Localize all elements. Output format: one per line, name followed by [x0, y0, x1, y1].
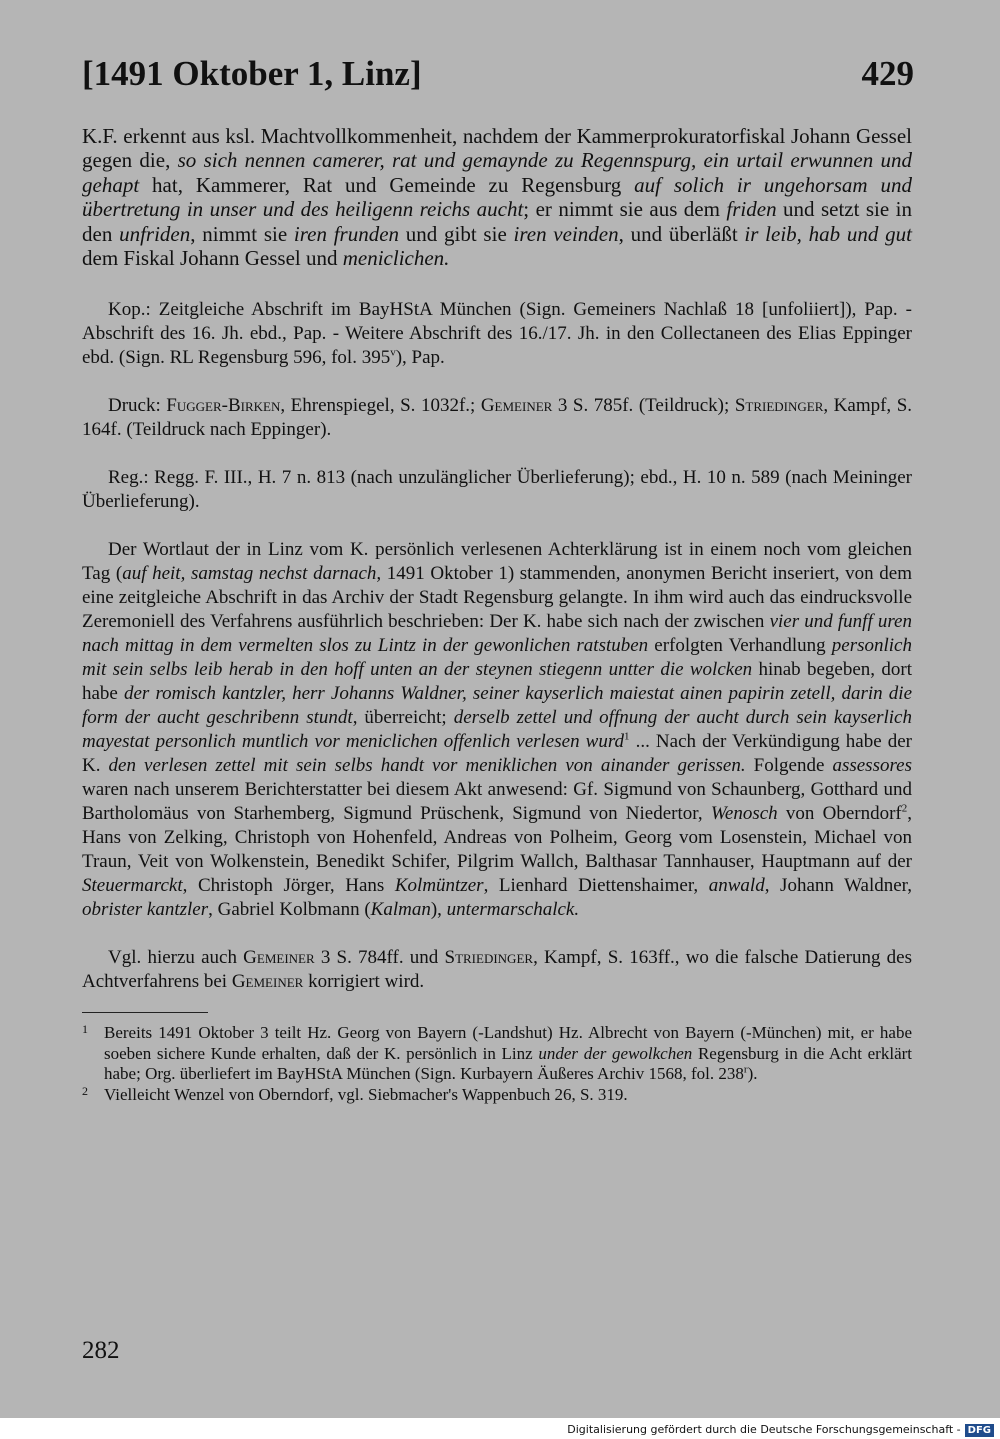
footer-page-number: 282	[82, 1337, 120, 1364]
quoted-source-text: personlich mit sein selbs leib herab in den hoff unten an der steynen stiegenn untter die wolcken	[82, 635, 912, 681]
quoted-source-text: auf heit, samstag nechst darnach,	[122, 563, 382, 585]
text-run: , Gabriel Kolbmann (	[208, 899, 371, 921]
text-run: Vielleicht Wenzel von Oberndorf, vgl. Siebmacher's Wappenbuch 26, S. 319.	[104, 1084, 628, 1104]
text-run: hat, Kammerer, Rat und Gemeinde zu Regensburg	[139, 172, 635, 197]
text-run: , Kampf, S. 163ff., wo die falsche Datierung des Achtverfahrens bei	[82, 947, 912, 993]
footnote-mark: 2	[82, 1083, 88, 1098]
text-run: waren nach unserem Berichterstatter bei diesem Akt anwesend: Gf. Sigmund von Schaunberg, Gotthard und Bartholomäus von Starhemberg, Sigmund Prüschenk, Sigmund von Niedertor,	[82, 779, 912, 825]
footnote-text	[104, 1023, 912, 1083]
text-run: ; er nimmt sie aus dem	[523, 197, 727, 222]
author-name: Striedinger	[734, 395, 824, 417]
text-run: ).	[747, 1064, 758, 1084]
vgl-paragraph	[82, 946, 912, 994]
footnote-divider	[82, 1012, 208, 1013]
quoted-source-text: vier und funff uren nach mittag in dem vermelten slos zu Lintz in der gewonlichen ratstuben	[82, 611, 912, 657]
text-run: , nimmt sie	[190, 221, 294, 246]
dfg-logo: DFG	[965, 1424, 994, 1437]
text-run: dem Fiskal Johann Gessel und	[82, 246, 343, 271]
footnote-1	[82, 1023, 912, 1085]
quoted-source-text: meniclichen.	[342, 246, 450, 271]
kop-paragraph	[82, 298, 912, 370]
text-run: , Lienhard Diettenshaimer,	[483, 875, 709, 897]
text-run: Vgl. hierzu auch	[108, 947, 244, 969]
quoted-source-text: unfriden	[119, 221, 191, 246]
text-run: Folgende	[745, 755, 833, 777]
text-run: ... Nach der Verkündigung habe der K.	[82, 731, 912, 777]
header-title: [1491 Oktober 1, Linz]	[82, 54, 422, 93]
text-run: Kop.: Zeitgleiche Abschrift im BayHStA München (Sign. Gemeiners Nachlaß 18 [unfoliiert]), Pap. - Abschrift des 16. Jh. ebd., Pap. - Weitere Abschrift des 16./17. Jh. in den Collectaneen des Elias Eppinger ebd. (Sign. RL Regensburg 596, fol. 395	[82, 299, 912, 369]
text-run: , überreicht;	[352, 707, 454, 729]
text-run: und setzt sie in den	[82, 197, 912, 246]
text-run: , und überläßt	[618, 221, 745, 246]
commentary-paragraph	[82, 538, 912, 922]
quoted-source-text: assessores	[832, 755, 912, 777]
author-name: Fugger-Birken	[166, 395, 281, 417]
text-run: , Johann Waldner,	[764, 875, 913, 897]
quoted-source-text: untermarschalck.	[446, 899, 580, 921]
digitization-credit	[567, 1422, 994, 1437]
quoted-source-text: auf solich ir ungehorsam und übertretung in unser und des heiligenn reichs aucht	[82, 172, 912, 222]
text-run: K.F. erkennt aus ksl. Machtvollkommenheit, nachdem der Kammerprokuratorfiskal Johann Gessel gegen die,	[82, 124, 912, 173]
text-run: Bereits 1491 Oktober 3 teilt Hz. Georg von Bayern (-Landshut) Hz. Albrecht von Bayern (-München) mit, er habe soeben sichere Kunde erhalten, daß der K. persönlich in Linz	[104, 1023, 912, 1063]
text-run: Druck:	[108, 395, 167, 417]
footnote-text	[104, 1085, 628, 1104]
author-name: Gemeiner	[231, 971, 304, 993]
text-run: , Ehrenspiegel, S. 1032f.;	[280, 395, 481, 417]
text-run: , Christoph Jörger, Hans	[182, 875, 395, 897]
text-run: ),	[430, 899, 447, 921]
running-header	[82, 50, 914, 98]
quoted-source-text: der romisch kantzler, herr Johanns Waldner, seiner kayserlich maiestat ainen papirin zetell, darin die form der aucht geschribenn stundt	[82, 683, 912, 729]
author-name: Gemeiner	[243, 947, 315, 969]
footnote-2	[82, 1085, 912, 1106]
text-run: Reg.: Regg. F. III., H. 7 n. 813 (nach unzulänglicher Überlieferung); ebd., H. 10 n. 589 (nach Meininger Überlieferung).	[82, 467, 912, 513]
footnote-ref: v	[390, 347, 396, 360]
quoted-source-text: Wenosch	[710, 803, 778, 825]
regest-summary	[82, 124, 912, 270]
text-run: ), Pap.	[395, 347, 445, 369]
text-run: , Hans von Zelking, Christoph von Hohenfeld, Andreas von Polheim, Georg vom Losenstein, Michael von Traun, Veit von Wolkenstein, Benedikt Schifer, Pilgrim Wallch, Balthasar Tannhauser, Hauptmann auf der	[82, 803, 912, 873]
quoted-source-text: under der gewolkchen	[538, 1043, 693, 1063]
author-name: Striedinger	[444, 947, 534, 969]
druck-paragraph	[82, 394, 912, 442]
quoted-source-text: iren frunden	[293, 221, 400, 246]
text-run: und gibt sie	[399, 221, 514, 246]
text-run: von Oberndorf	[777, 803, 902, 825]
quoted-source-text: iren veinden	[513, 221, 619, 246]
quoted-source-text: friden	[726, 197, 777, 222]
text-run: Regensburg in die Acht erklärt habe; Org. überliefert im BayHStA München (Sign. Kurbayern Äußeres Archiv 1568, fol. 238	[104, 1043, 912, 1084]
text-run: 3 S. 785f. (Teildruck);	[552, 395, 735, 417]
text-run: korrigiert wird.	[303, 971, 425, 993]
text-run: erfolgten Verhandlung	[648, 635, 832, 657]
quoted-source-text: Steuermarckt	[82, 875, 183, 897]
text-run: Der Wortlaut der in Linz vom K. persönlich verlesenen Achterklärung ist in einem noch vom gleichen Tag (	[82, 539, 912, 585]
quoted-source-text: so sich nennen camerer, rat und gemaynde zu Regennspurg, ein urtail erwunnen und gehapt	[82, 148, 912, 197]
quoted-source-text: den verlesen zettel mit sein selbs handt vor meniklichen von ainander gerissen.	[108, 755, 746, 777]
credit-text: Digitalisierung gefördert durch die Deutsche Forschungsgemeinschaft -	[567, 1423, 961, 1436]
text-run: hinab begeben, dort habe	[82, 659, 912, 705]
quoted-source-text: anwald	[708, 875, 765, 897]
main-content	[82, 124, 912, 1105]
text-run: 3 S. 784ff. und	[314, 947, 445, 969]
text-run: 1491 Oktober 1) stammenden, anonymen Bericht inseriert, von dem eine zeitgleiche Abschrift in das Archiv der Stadt Regensburg gelangte. In ihm wird auch das eindrucksvolle Zeremoniell des Verfahrens ausführlich beschrieben: Der K. habe sich nach der zwischen	[82, 563, 913, 633]
header-page-number: 429	[861, 54, 914, 93]
author-name: Gemeiner	[480, 395, 553, 417]
footnote-ref: r	[743, 1063, 748, 1076]
quoted-source-text: Kalman	[370, 899, 431, 921]
quoted-source-text: derselb zettel und offnung der aucht durch sein kayserlich mayestat personlich muntlich vor meniclichen offenlich verlesen wurd	[82, 707, 912, 753]
quoted-source-text: ir leib, hab und gut	[744, 221, 912, 246]
footnote-ref: 2	[901, 803, 908, 816]
reg-paragraph	[82, 466, 912, 514]
footnote-mark: 1	[82, 1022, 88, 1037]
quoted-source-text: obrister kantzler	[82, 899, 209, 921]
quoted-source-text: Kolmüntzer	[394, 875, 484, 897]
text-run: , Kampf, S. 164f. (Teildruck nach Eppinger).	[82, 395, 913, 441]
footnote-ref: 1	[624, 731, 630, 744]
